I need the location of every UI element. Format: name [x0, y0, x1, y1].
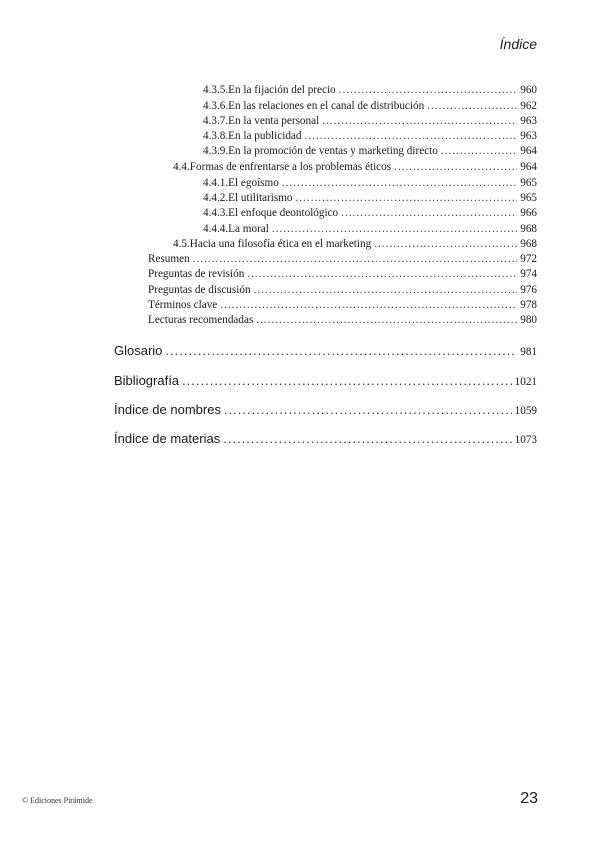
dot-leader [374, 237, 517, 251]
entry-number: 4.3.6. [203, 100, 229, 112]
entry-page: 1059 [514, 405, 537, 417]
entry-title: Formas de enfrentarse a los problemas éticos [189, 161, 392, 173]
entry-number: 4.3.8. [203, 130, 229, 142]
dot-leader [254, 283, 518, 297]
publisher-credit: © Ediciones Pirámide [22, 796, 93, 805]
entry-number: 4.4.1. [203, 177, 229, 189]
toc-entry[interactable] [203, 222, 537, 236]
toc-entry[interactable] [148, 313, 537, 327]
entry-page: 980 [520, 314, 537, 326]
entry-number: 4.5. [173, 238, 190, 250]
toc-entry[interactable] [148, 252, 537, 266]
entry-title: Bibliografía [114, 373, 180, 388]
toc-major-entry[interactable] [114, 343, 537, 360]
entry-title: En la publicidad [228, 130, 302, 142]
entry-title: En las relaciones en el canal de distribución [228, 100, 425, 112]
entry-title: En la fijación del precio [228, 84, 336, 96]
dot-leader [341, 206, 517, 220]
dot-leader [296, 191, 518, 205]
toc-major-entry[interactable] [114, 402, 537, 419]
dot-leader [223, 431, 511, 447]
toc-entry[interactable] [203, 191, 537, 205]
entry-title: Preguntas de revisión [148, 268, 245, 280]
dot-leader [256, 313, 517, 327]
entry-title: Lecturas recomendadas [148, 314, 254, 326]
running-header-title: Índice [499, 36, 537, 52]
entry-title: En la promoción de ventas y marketing directo [228, 145, 438, 157]
entry-page: 965 [520, 177, 537, 189]
dot-leader [427, 99, 517, 113]
dot-leader [339, 83, 518, 97]
entry-page: 964 [520, 161, 537, 173]
entry-page: 962 [520, 100, 537, 112]
dot-leader [322, 114, 517, 128]
entry-page: 1073 [514, 434, 537, 446]
dot-leader [394, 160, 517, 174]
entry-page: 1021 [514, 376, 537, 388]
entry-title: Términos clave [148, 299, 218, 311]
entry-title: Preguntas de discusión [148, 284, 251, 296]
entry-page: 972 [520, 253, 537, 265]
entry-page: 963 [520, 115, 537, 127]
entry-page: 976 [520, 284, 537, 296]
dot-leader [247, 267, 517, 281]
dot-leader [305, 129, 518, 143]
toc-entry[interactable] [203, 99, 537, 113]
toc-entry[interactable] [203, 83, 537, 97]
toc-entry[interactable] [173, 160, 537, 174]
dot-leader [165, 343, 517, 359]
entry-title: Índice de materias [114, 431, 221, 446]
entry-title: El egoísmo [228, 177, 279, 189]
entry-page: 960 [520, 84, 537, 96]
entry-title: Hacia una filosofía ética en el marketing [189, 238, 372, 250]
entry-page: 968 [520, 223, 537, 235]
entry-page: 965 [520, 192, 537, 204]
dot-leader [282, 176, 517, 190]
toc-entry[interactable] [203, 206, 537, 220]
entry-number: 4.4.4. [203, 223, 229, 235]
dot-leader [182, 373, 512, 389]
entry-number: 4.4.3. [203, 207, 229, 219]
dot-leader [441, 144, 517, 158]
entry-title: La moral [228, 223, 269, 235]
toc-major-entry[interactable] [114, 373, 537, 390]
entry-title: Resumen [148, 253, 190, 265]
entry-number: 4.3.9. [203, 145, 229, 157]
dot-leader [193, 252, 518, 266]
toc-entry[interactable] [203, 176, 537, 190]
entry-page: 968 [520, 238, 537, 250]
page-number: 23 [520, 790, 538, 807]
toc-entry[interactable] [148, 283, 537, 297]
entry-title: Glosario [114, 343, 163, 358]
toc-major-entry[interactable] [114, 431, 537, 448]
toc-entry[interactable] [148, 267, 537, 281]
dot-leader [220, 298, 517, 312]
entry-title: El utilitarismo [228, 192, 293, 204]
toc-entry[interactable] [203, 144, 537, 158]
dot-leader [224, 402, 512, 418]
entry-title: En la venta personal [228, 115, 320, 127]
entry-page: 981 [520, 346, 537, 358]
entry-number: 4.4. [173, 161, 190, 173]
entry-number: 4.3.7. [203, 115, 229, 127]
dot-leader [272, 222, 517, 236]
entry-page: 964 [520, 145, 537, 157]
toc-entry[interactable] [203, 129, 537, 143]
entry-number: 4.4.2. [203, 192, 229, 204]
entry-title: El enfoque deontológico [228, 207, 339, 219]
toc-entry[interactable] [148, 298, 537, 312]
toc-entry[interactable] [203, 114, 537, 128]
entry-page: 963 [520, 130, 537, 142]
entry-number: 4.3.5. [203, 84, 229, 96]
entry-page: 978 [520, 299, 537, 311]
toc-entry[interactable] [173, 237, 537, 251]
entry-page: 974 [520, 268, 537, 280]
entry-page: 966 [520, 207, 537, 219]
entry-title: Índice de nombres [114, 402, 221, 417]
